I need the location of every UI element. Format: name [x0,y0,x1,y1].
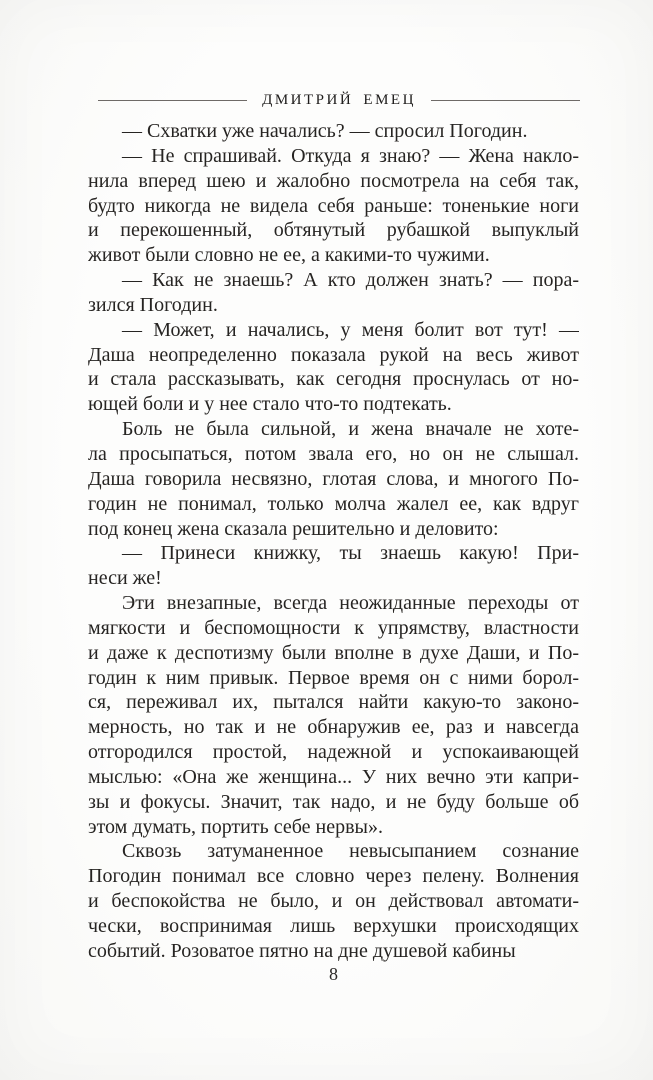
author-name: ДМИТРИЙ ЕМЕЦ [262,92,416,108]
text-line: — Может, и начались, у меня болит вот тут! — [122,318,579,341]
header-rule-right [431,100,580,101]
text-block [88,119,579,964]
text-line: и даже к деспотизму были вполне в духе Даши, и По- [88,641,579,664]
page-footer [88,964,579,985]
text-line: мерность, но так и не обнаружив ее, раз и навсегда [88,716,579,739]
text-line: и перекошенный, обтянутый рубашкой выпуклый [88,219,579,242]
text-line: ющей боли и у нее стало что-то подтекать. [88,393,452,416]
text-line: чески, воспринимая лишь верхушки происходящих [88,915,579,937]
text-line: будто никогда не видела себя раньше: тоненькие ноги [88,194,579,217]
text-line: зился Погодин. [88,293,218,316]
running-head [98,92,580,109]
text-line: мягкости и беспомощности к упрямству, властности [88,616,579,639]
text-line: и беспокойства не было, и он действовал автомати- [88,890,579,913]
text-line: отгородился простой, надежной и успокаивающей [88,741,579,764]
text-line: Сквозь затуманенное невысыпанием сознание [122,840,579,863]
text-line: годин не понимал, только молча жалел ее, как вдруг [88,492,579,515]
text-line: событий. Розоватое пятно на дне душевой кабины [88,939,516,962]
text-line: — Как не знаешь? А кто должен знать? — пора- [122,269,579,292]
header-rule-left [98,100,247,101]
text-line: — Принеси книжку, ты знаешь какую! При- [122,542,579,565]
text-line: мыслью: «Она же женщина... У них вечно эти капри- [88,765,579,788]
page-number: 8 [329,964,338,984]
text-line: неси же! [88,567,162,590]
text-line: живот были словно не ее, а какими-то чужими. [88,244,490,267]
text-line: Боль не была сильной, и жена вначале не хоте- [122,418,579,441]
text-line: Погодин понимал все словно через пелену. Волнения [88,865,579,888]
text-line: Даша говорила несвязно, глотая слова, и многого По- [88,467,579,490]
text-line: этом думать, портить себе нервы». [88,815,383,838]
text-line: ла просыпаться, потом звала его, но он не слышал. [88,442,579,465]
text-line: под конец жена сказала решительно и деловито: [88,517,499,540]
text-line: зы и фокусы. Значит, так надо, и не буду больше об [88,790,579,813]
text-line: годин к ним привык. Первое время он с ними борол- [88,666,579,689]
text-line: — Не спрашивай. Откуда я знаю? — Жена накло- [122,144,579,167]
text-line: нила вперед шею и жалобно посмотрела на себя так, [88,169,579,192]
text-line: Эти внезапные, всегда неожиданные переходы от [122,592,579,615]
text-line: и стала рассказывать, как сегодня проснулась от но- [88,368,579,391]
text-line: ся, переживал их, пытался найти какую-то законо- [88,691,579,714]
text-line: Даша неопределенно показала рукой на весь живот [88,343,579,366]
text-line: — Схватки уже начались? — спросил Погодин. [122,120,528,142]
